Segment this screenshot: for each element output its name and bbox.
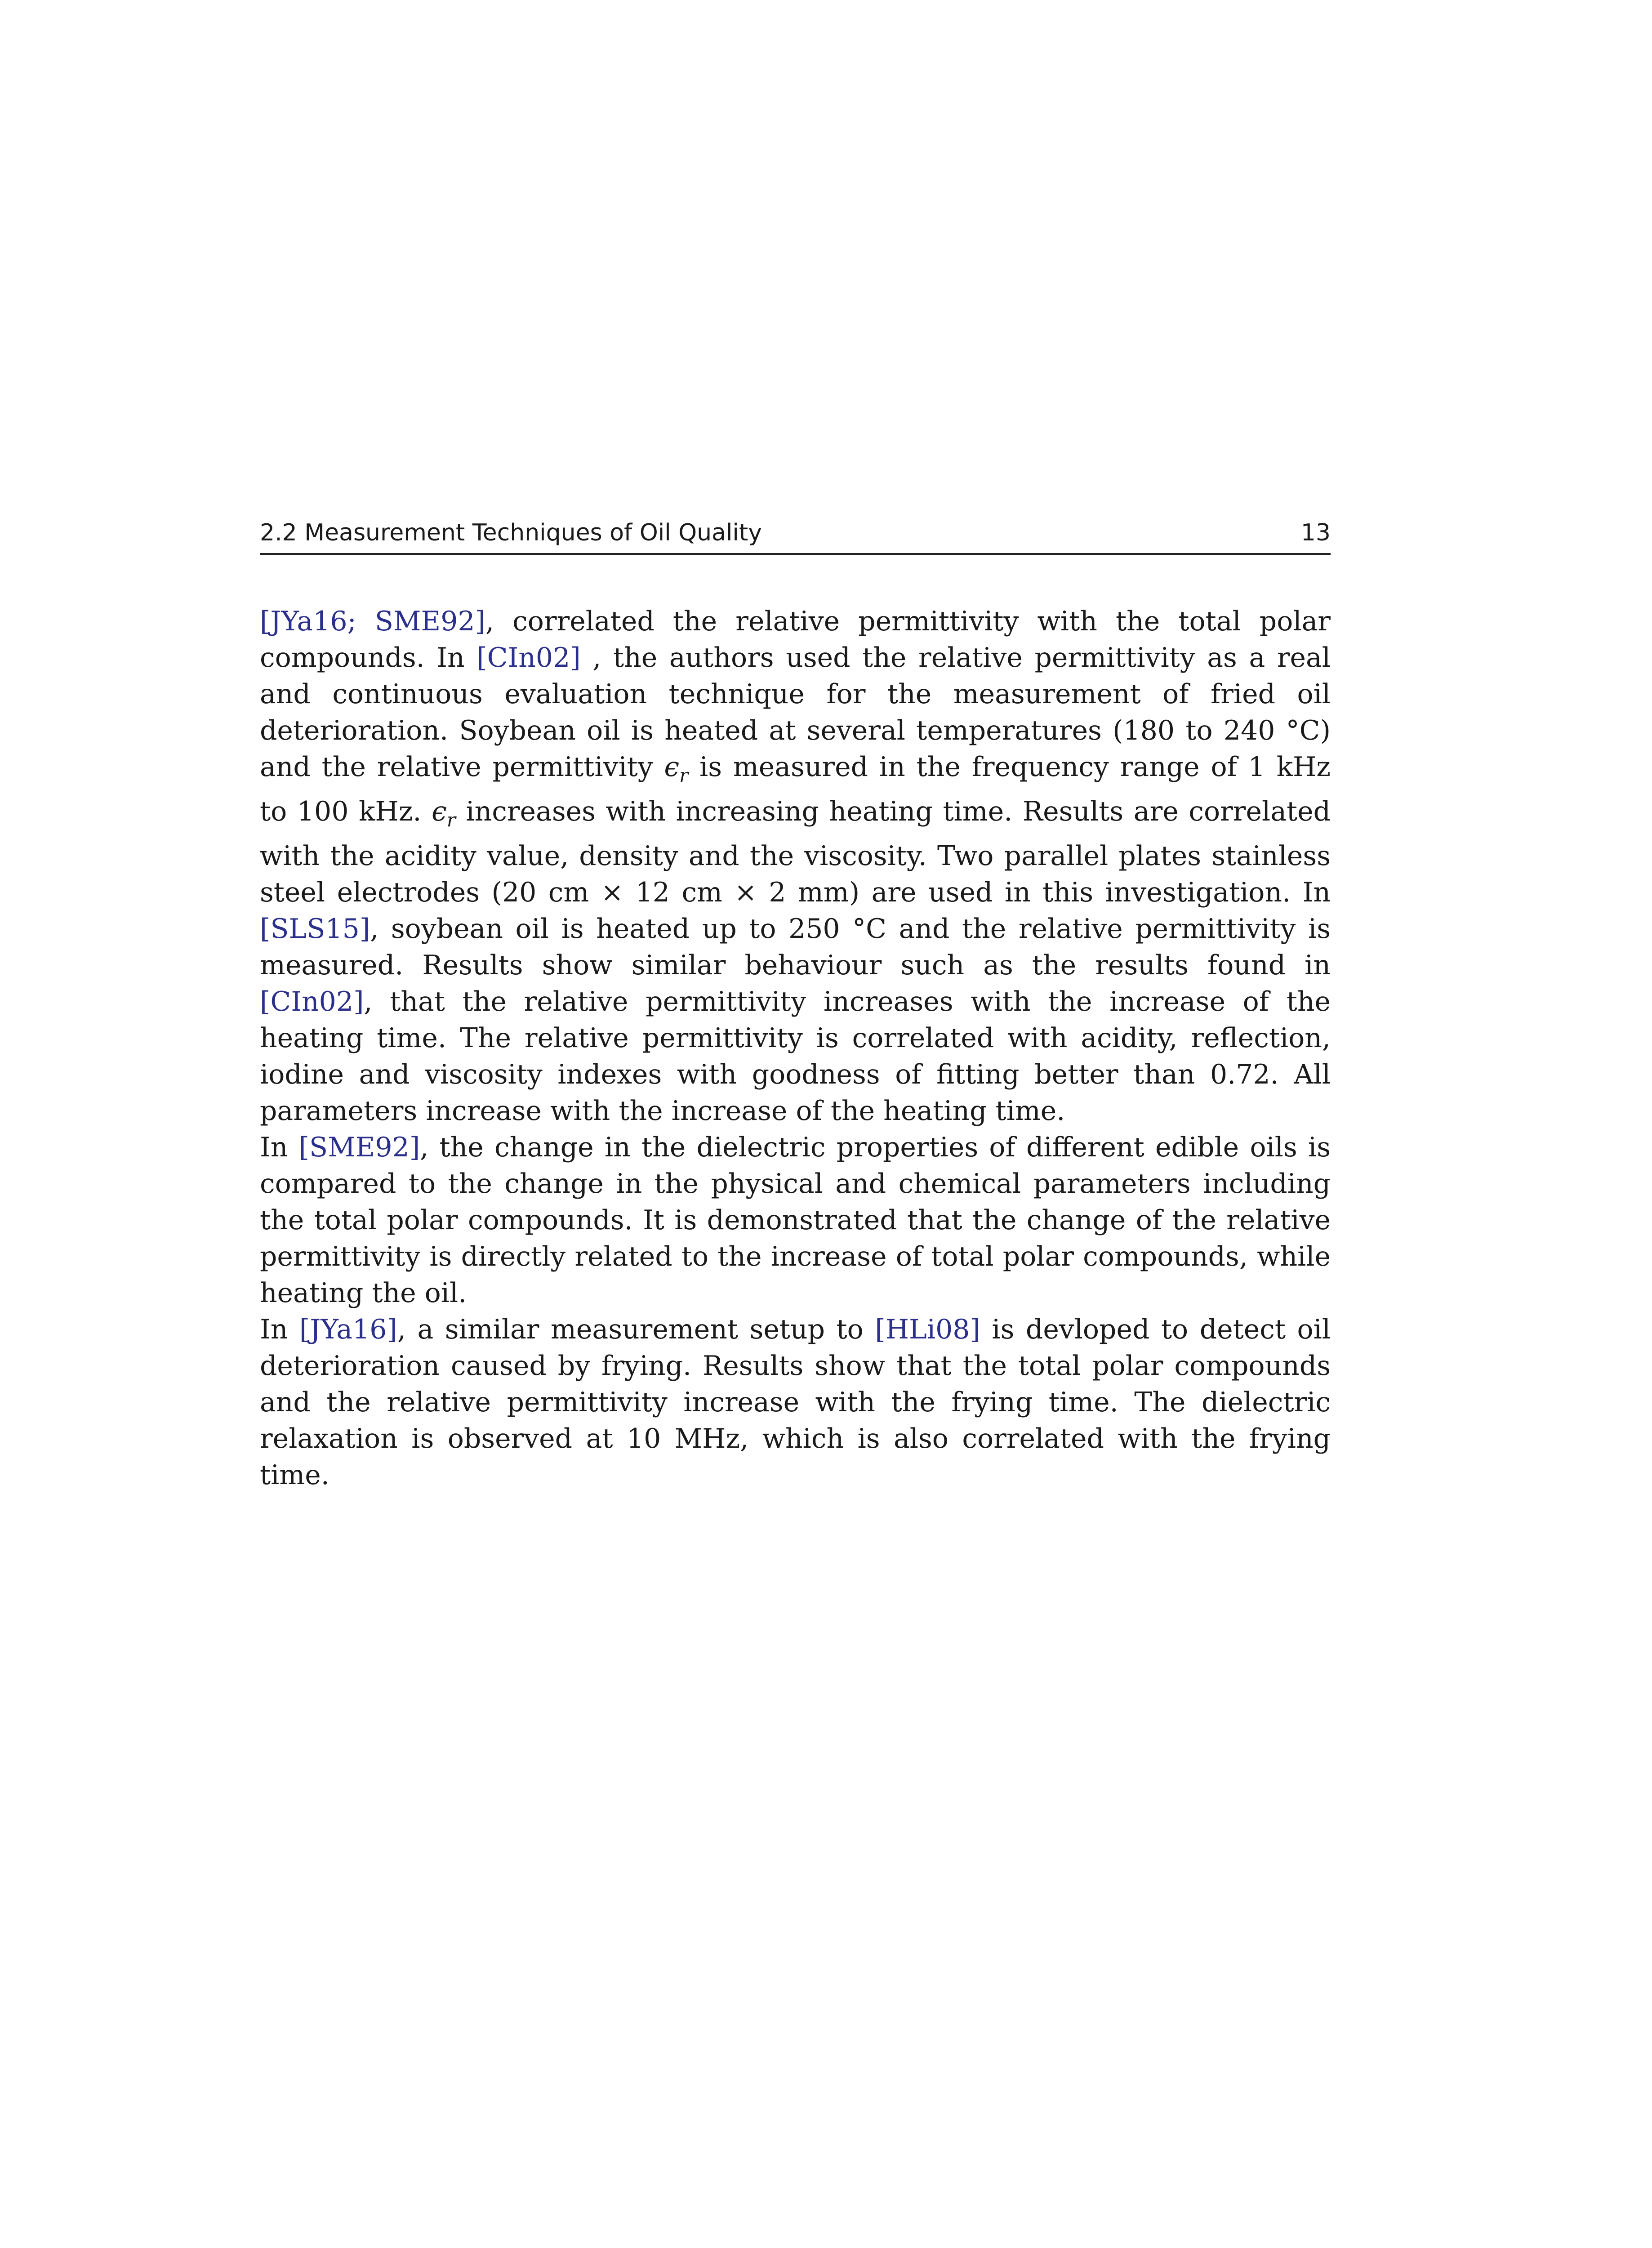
paragraph-text: is devloped to detect oil deterioration caused by frying. Results show that the total polar compounds and the relative permittivity increase with the frying time. The dielectric relaxation is observed at 10 MHz, which is also correlated with the frying time. <box>260 1314 1331 1491</box>
page-number: 13 <box>1300 519 1331 546</box>
running-header <box>260 513 1331 555</box>
paragraph-text: , a similar measurement setup to <box>397 1314 875 1345</box>
math-symbol: $\epsilon_r$ <box>664 751 689 786</box>
section-title: 2.2 Measurement Techniques of Oil Quality <box>260 519 762 546</box>
body-text <box>260 603 1331 1494</box>
citation-link[interactable]: [CIn02] <box>260 986 364 1017</box>
citation-link[interactable]: [JYa16; SME92] <box>260 606 485 637</box>
citation-link[interactable]: [SLS15] <box>260 913 370 945</box>
paragraph <box>260 603 1331 1129</box>
paragraph-text: , that the relative permittivity increases with the increase of the heating time. The relative permittivity is correlated with acidity, reflection, iodine and viscosity indexes with goodness of fitting better than 0.72. All parameters increase with the increase of the heating time. <box>260 986 1331 1127</box>
paragraph-text: is measured in the frequency range of 1 kHz to 100 kHz. <box>260 751 1331 827</box>
citation-link[interactable]: [JYa16] <box>299 1314 397 1345</box>
paragraph-text: , correlated the relative permittivity with the total polar compounds. In <box>260 606 1331 674</box>
paragraph <box>260 1311 1331 1494</box>
paragraph <box>260 1129 1331 1311</box>
citation-link[interactable]: [HLi08] <box>875 1314 980 1345</box>
citation-link[interactable]: [SME92] <box>298 1132 420 1163</box>
paragraph-text: In <box>260 1132 299 1163</box>
citation-link[interactable]: [CIn02] <box>476 642 581 674</box>
paragraph-text: , the authors used the relative permittivity as a real and continuous evaluation technique for the measurement of fried oil deterioration. Soybean oil is heated at several temperatures (180 to 240 °C) and the relative permittivity <box>260 642 1331 783</box>
math-symbol: $\epsilon_r$ <box>432 796 456 831</box>
paragraph-text: , soybean oil is heated up to 250 °C and the relative permittivity is measured. Results show similar behaviour such as the results found in <box>260 913 1331 981</box>
paragraph-text: , the change in the dielectric properties of different edible oils is compared to the change in the physical and chemical parameters including the total polar compounds. It is demonstrated that the change of the relative permittivity is directly related to the increase of total polar compounds, while heating the oil. <box>260 1132 1331 1309</box>
paragraph-text: In <box>260 1314 299 1345</box>
paragraph-text: increases with increasing heating time. Results are correlated with the acidity value, density and the viscosity. Two parallel plates stainless steel electrodes (20 cm × 12 cm × 2 mm) are used in this investigation. In <box>260 796 1331 908</box>
